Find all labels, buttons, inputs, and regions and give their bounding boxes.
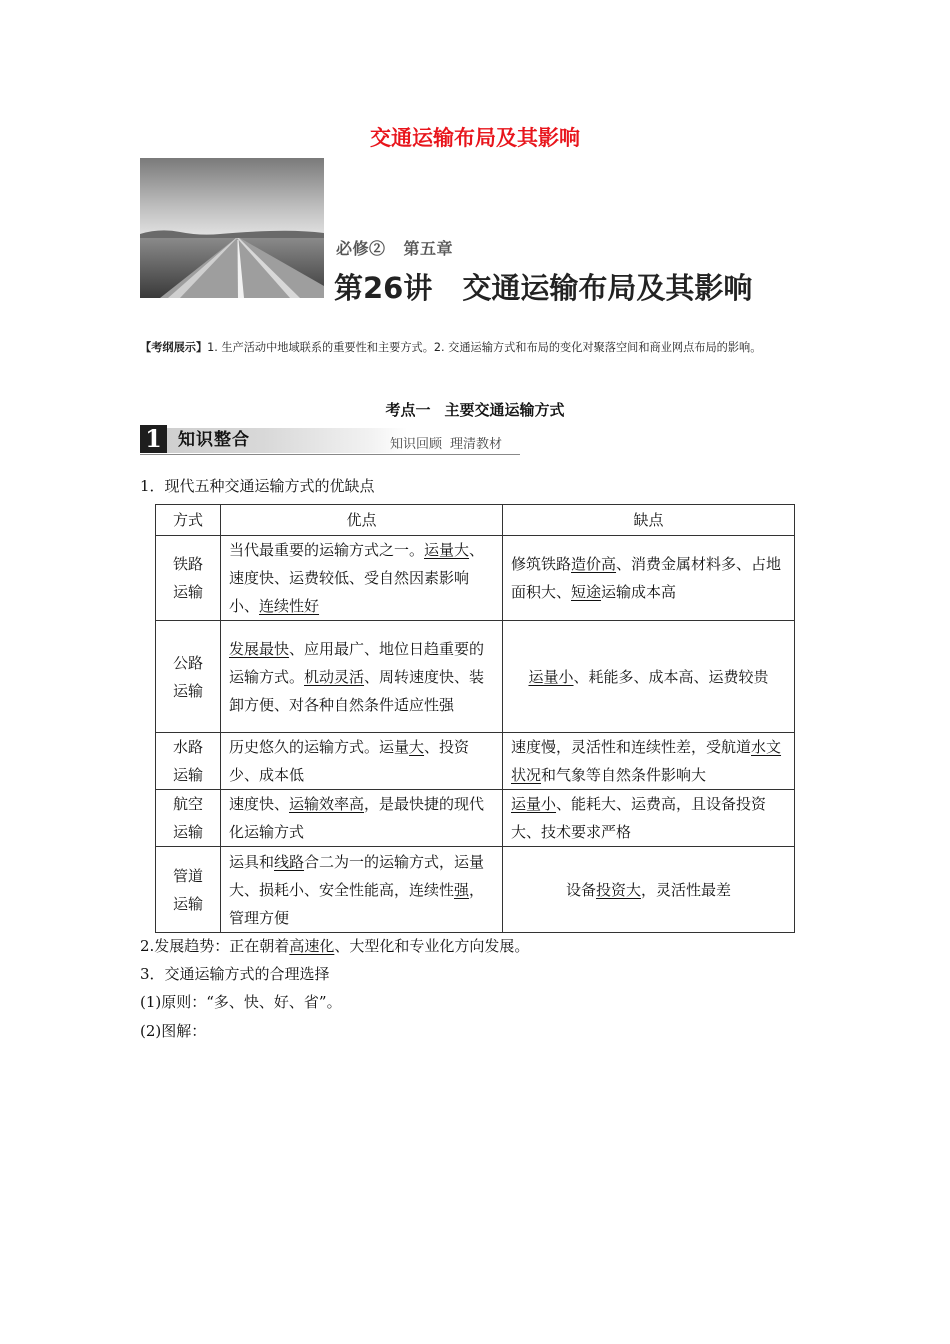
text-run: 、大型化和专业化方向发展。 <box>334 937 530 955</box>
underlined-keyword: 高速化 <box>289 937 335 955</box>
mode-label: 航空 <box>172 795 203 813</box>
lecture-name: 交通运输布局及其影响 <box>462 271 753 305</box>
underlined-keyword: 运量小 <box>511 795 557 813</box>
section-number: 1 <box>140 425 167 453</box>
disadvantages-cell <box>503 790 795 847</box>
disadvantages-cell <box>503 847 795 933</box>
transport-mode-cell <box>156 621 221 733</box>
disadvantages-cell <box>503 621 795 733</box>
text-run: 2.发展趋势：正在朝着 <box>140 937 290 955</box>
advantages-cell <box>221 536 503 621</box>
disadvantages-cell <box>503 733 795 790</box>
item-3-heading: 3．交通运输方式的合理选择 <box>140 965 330 983</box>
table-header-row <box>156 505 795 536</box>
underlined-keyword: 发展最快 <box>229 639 290 658</box>
section-banner <box>140 425 520 455</box>
mode-label: 运输 <box>172 583 203 601</box>
chapter-number: 第五章 <box>403 239 454 258</box>
text-run: 和气象等自然条件影响大 <box>541 766 707 784</box>
syllabus-text: 1. 生产活动中地域联系的重要性和主要方式。2. 交通运输方式和布局的变化对聚落空间和商业网点布局的影响。 <box>207 341 762 354</box>
transport-mode-cell <box>156 536 221 621</box>
text-run: 运具和 <box>229 852 275 871</box>
underlined-keyword: 强 <box>454 880 470 899</box>
underlined-keyword: 连续性好 <box>259 597 320 615</box>
text-run: 合二为一的运输方式，运量大、损耗小、安全性能高，连续性 <box>229 852 485 899</box>
mode-label: 铁路 <box>172 555 203 573</box>
text-run: 、周转速度快、装卸方便、对各种自然条件适应性强 <box>229 667 485 714</box>
text-run: ，灵活性最差 <box>641 880 732 899</box>
underlined-keyword: 大 <box>409 738 425 756</box>
item-1-heading: 1．现代五种交通运输方式的优缺点 <box>140 477 375 495</box>
mode-label: 运输 <box>172 766 203 784</box>
point-heading <box>0 399 950 420</box>
table-row <box>156 621 795 733</box>
header-pros: 优点 <box>221 505 503 536</box>
item-3-principle: (1)原则：“多、快、好、省”。 <box>140 993 342 1011</box>
table-body <box>156 536 795 933</box>
text-run: 、耗能多、成本高、运费较贵 <box>573 667 769 686</box>
text-run: 历史悠久的运输方式。运量 <box>229 738 410 756</box>
lecture-title <box>334 266 752 307</box>
text-run: 速度快、 <box>229 795 290 813</box>
text-run: 运输成本高 <box>601 583 677 601</box>
advantages-cell <box>221 847 503 933</box>
text-run: ，管理方便 <box>229 880 485 927</box>
banner-underline <box>140 454 520 455</box>
underlined-keyword: 机动灵活 <box>304 667 365 686</box>
item-3-diagram-label: (2)图解： <box>140 1022 207 1040</box>
text-run: 、消费金属材料多、占地面积大、 <box>511 555 782 601</box>
highway-road-photo <box>140 158 324 298</box>
section-title: 知识整合 <box>178 430 250 450</box>
text-run: 、能耗大、运费高，且设备投资大、技术要求严格 <box>511 795 767 841</box>
underlined-keyword: 短途 <box>571 583 602 601</box>
transport-mode-cell <box>156 847 221 933</box>
book-volume: 必修② <box>336 239 386 258</box>
lecture-number: 第26讲 <box>334 271 433 305</box>
section-subtitle <box>390 433 502 452</box>
text-run: 、应用最广、地位日趋重要的运输方式。 <box>229 639 485 686</box>
header-cons: 缺点 <box>503 505 795 536</box>
transport-comparison-table <box>155 504 795 933</box>
text-run: 、速度快、运费较低、受自然因素影响小、 <box>229 541 485 615</box>
text-run: 修筑铁路 <box>511 555 572 573</box>
table-row <box>156 790 795 847</box>
transport-mode-cell <box>156 733 221 790</box>
mode-label: 水路 <box>172 738 203 756</box>
section-subtitle-2: 理清教材 <box>450 437 503 452</box>
advantages-cell <box>221 790 503 847</box>
text-run: ，是最快捷的现代化运输方式 <box>229 795 485 841</box>
mode-label: 管道 <box>172 866 203 885</box>
text-run: 当代最重要的运输方式之一。 <box>229 541 425 559</box>
point-title: 主要交通运输方式 <box>444 401 565 419</box>
text-run: 设备 <box>565 880 596 899</box>
section-subtitle-1: 知识回顾 <box>390 437 443 452</box>
disadvantages-cell <box>503 536 795 621</box>
document-title: 交通运输布局及其影响 <box>370 126 580 150</box>
mode-label: 运输 <box>172 894 203 913</box>
syllabus-line <box>140 339 761 355</box>
text-run: 速度慢，灵活性和连续性差，受航道 <box>511 738 752 756</box>
item-2-trend <box>140 936 529 956</box>
text-run: 、投资少、成本低 <box>229 738 470 784</box>
book-chapter-label <box>336 236 471 259</box>
table-row <box>156 847 795 933</box>
underlined-keyword: 线路 <box>274 852 305 871</box>
table-row <box>156 536 795 621</box>
syllabus-label: 【考纲展示】 <box>140 341 208 354</box>
underlined-keyword: 投资大 <box>595 880 641 899</box>
advantages-cell <box>221 621 503 733</box>
underlined-keyword: 运量大 <box>424 541 470 559</box>
underlined-keyword: 运输效率高 <box>289 795 365 813</box>
underlined-keyword: 水文状况 <box>511 738 782 784</box>
table-row <box>156 733 795 790</box>
transport-mode-cell <box>156 790 221 847</box>
mode-label: 运输 <box>172 681 203 700</box>
advantages-cell <box>221 733 503 790</box>
underlined-keyword: 运量小 <box>528 667 574 686</box>
underlined-keyword: 造价高 <box>571 555 617 573</box>
mode-label: 公路 <box>172 653 203 672</box>
point-number: 考点一 <box>385 401 431 419</box>
header-mode: 方式 <box>156 505 221 536</box>
mode-label: 运输 <box>172 823 203 841</box>
